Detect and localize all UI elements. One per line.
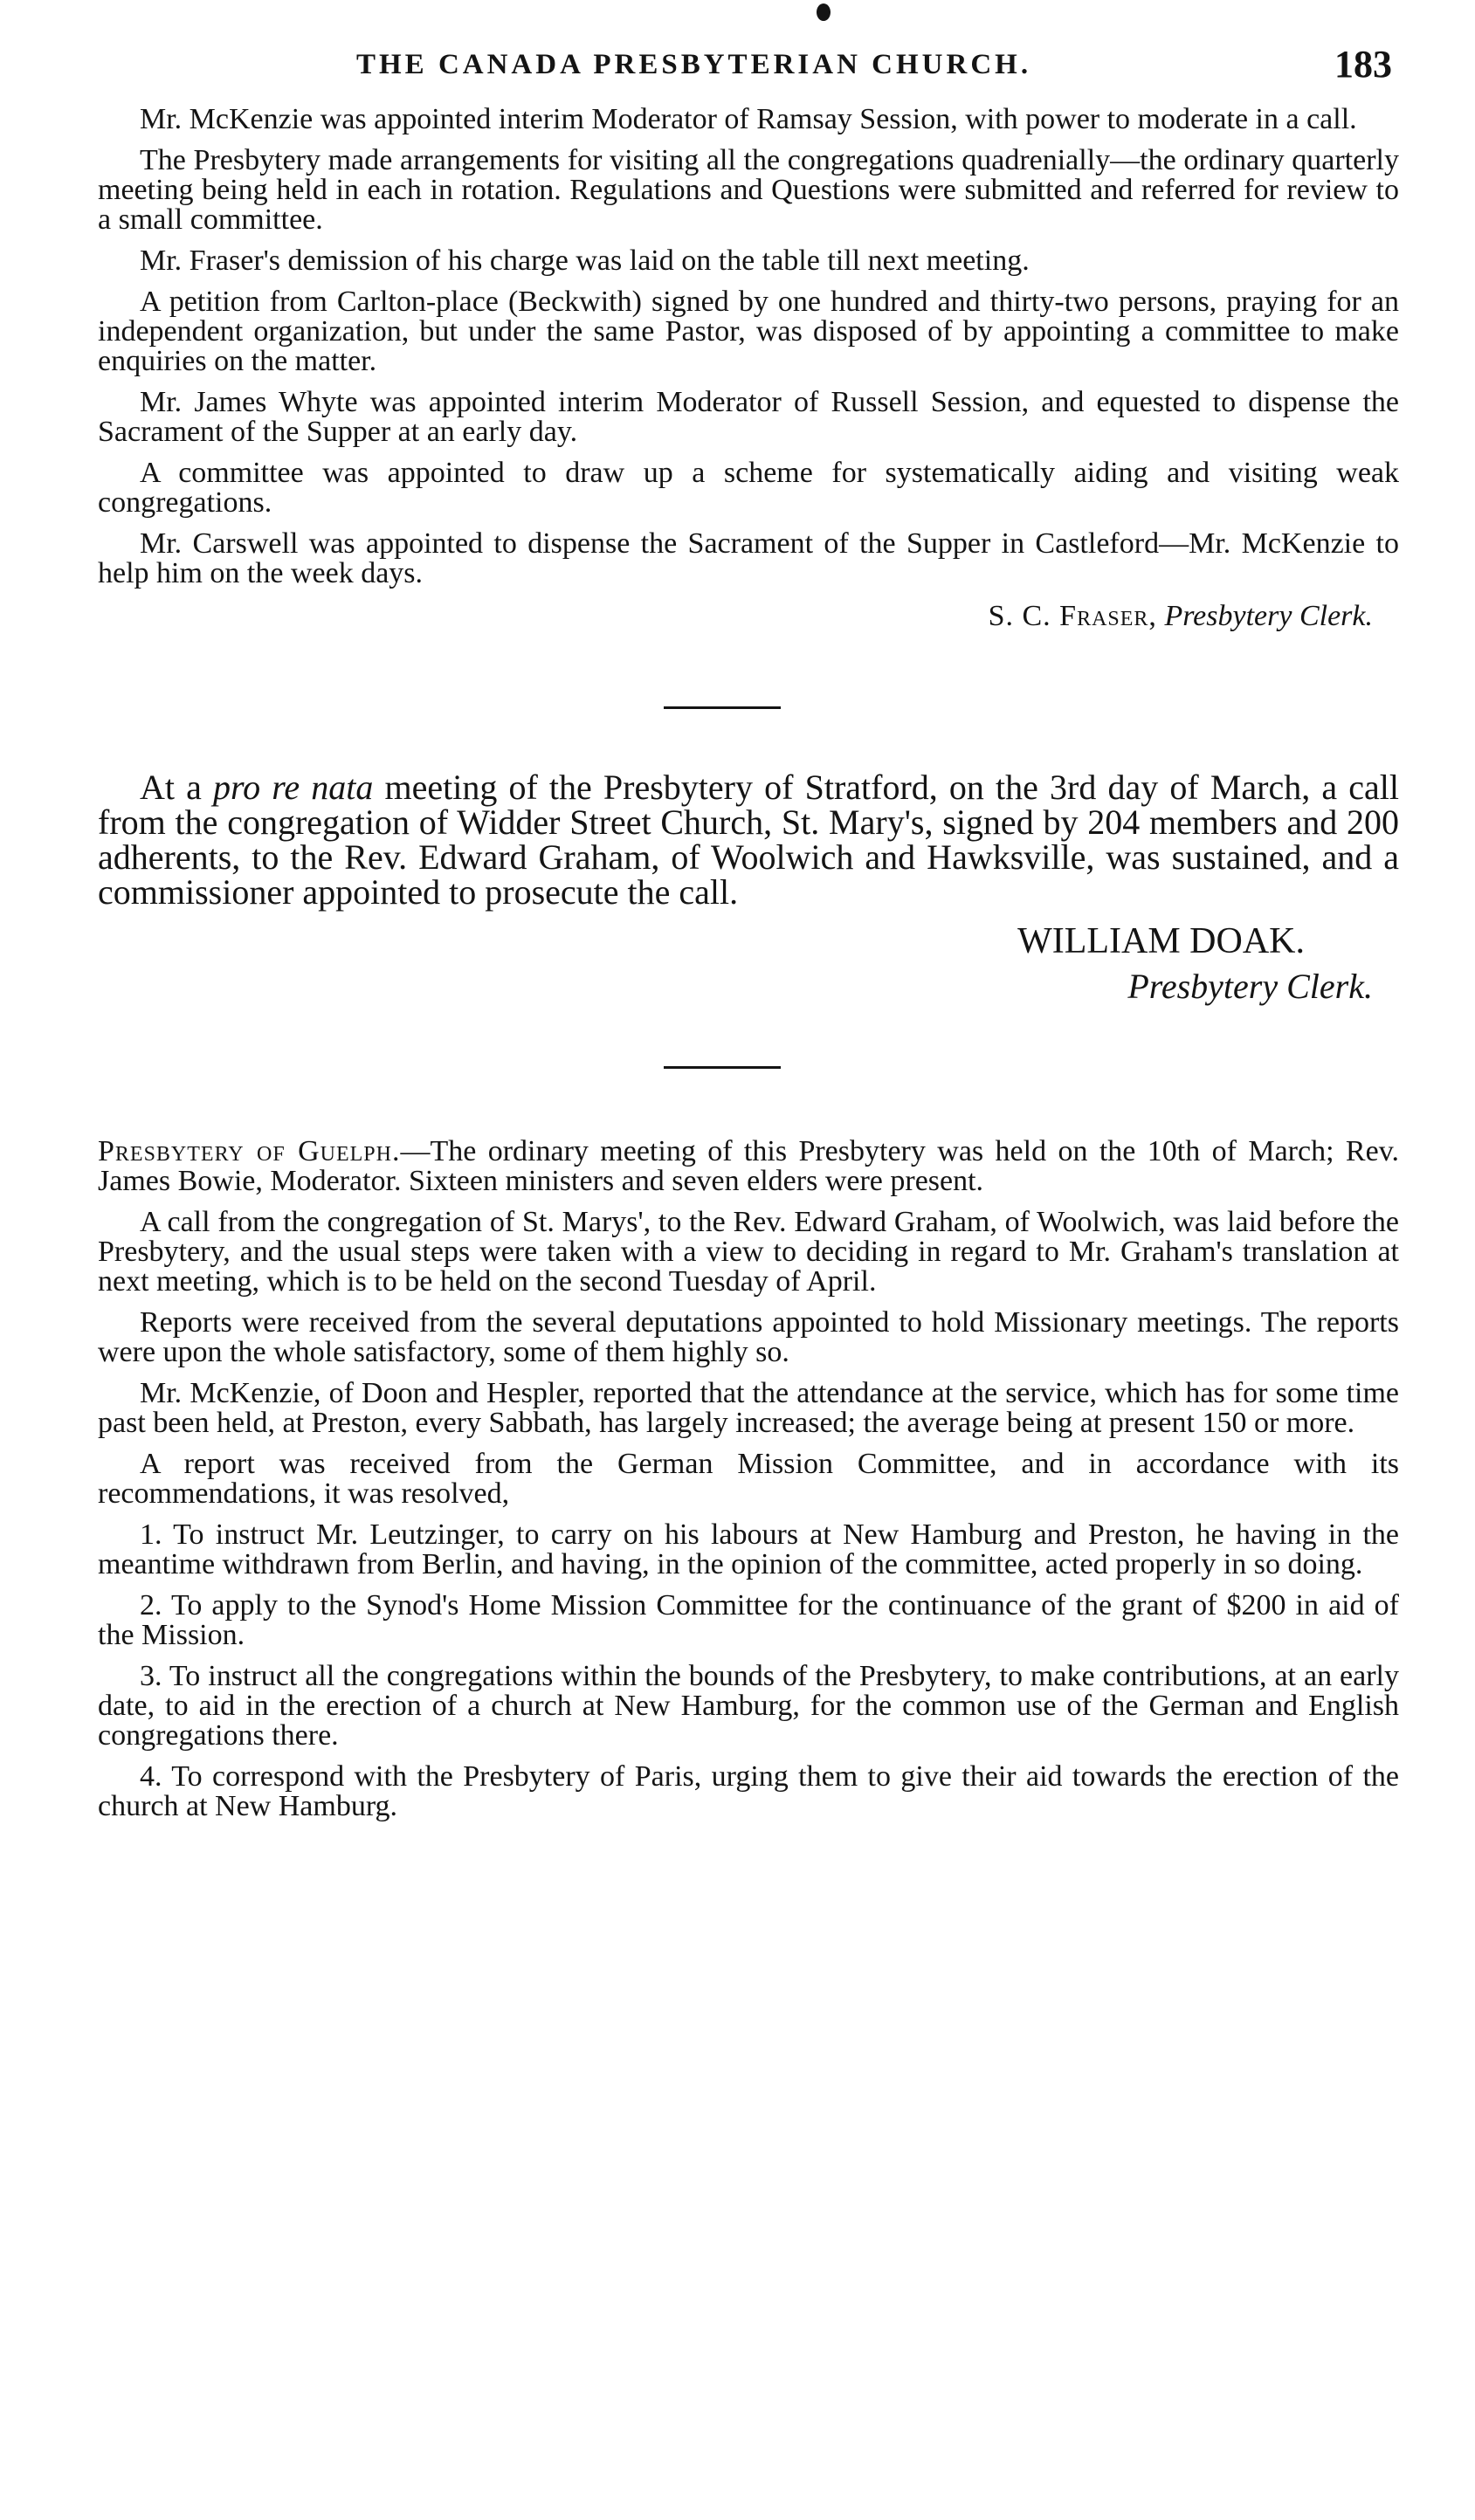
paragraph: Mr. McKenzie was appointed interim Moderator of Ramsay Session, with power to moderate in a call. [140, 103, 1357, 135]
body-text: meeting of the Presbytery of Stratford, on the 3rd day of March, a call from the congregation of Widder Street Church, St. Mary's, signed by 204 members and 200 adherents, to the Rev. Edward Graham, of Woolwich and Hawksville, was sustained, and a commissioner appointed to prosecute the call. [98, 768, 1400, 912]
paragraph: Mr. Fraser's demission of his charge was laid on the table till next meeting. [140, 244, 1030, 277]
guelph-presbytery-section [98, 1137, 1399, 1821]
paragraph: A petition from Carlton-place (Beckwith) signed by one hundred and thirty-two persons, praying for an independent organization, but under the same Pastor, was disposed of by appointing a committee to make enquiries on the matter. [98, 286, 1399, 377]
ramsay-presbytery-section [98, 105, 1399, 633]
paragraph [98, 1137, 1399, 1196]
page-header [98, 0, 1399, 105]
signature-name: WILLIAM DOAK. [1017, 921, 1305, 961]
resolution-item: 1. To instruct Mr. Leutzinger, to carry on his labours at New Hamburg and Preston, he having in the meantime withdrawn from Berlin, and having, in the opinion of the committee, acted properly in so doing. [98, 1518, 1399, 1580]
paragraph: Reports were received from the several deputations appointed to hold Missionary meetings. The reports were upon the whole satisfactory, some of them highly so. [98, 1306, 1399, 1368]
bullet-mark [817, 3, 831, 21]
latin-phrase: pro re nata [213, 768, 374, 807]
section-heading: Presbytery of Guelph. [98, 1135, 401, 1167]
resolution-item: 3. To instruct all the congregations within the bounds of the Presbytery, to make contributions, at an early date, to aid in the erection of a church at New Hamburg, for the common use of the German and English congregations there. [98, 1660, 1399, 1752]
paragraph: The Presbytery made arrangements for visiting all the congregations quadrenially—the ordinary quarterly meeting being held in each in rotation. Regulations and Questions were submitted and referred for review to a small committee. [98, 144, 1399, 236]
paragraph: Mr. McKenzie, of Doon and Hespler, reported that the attendance at the service, which has for some time past been held, at Preston, every Sabbath, has largely increased; the average being at present 150 or more. [98, 1377, 1399, 1439]
page [98, 0, 1399, 1833]
paragraph: A committee was appointed to draw up a scheme for systematically aiding and visiting weak congregations. [98, 457, 1399, 519]
paragraph: Mr. James Whyte was appointed interim Moderator of Russell Session, and equested to dispense the Sacrament of the Supper at an early day. [98, 386, 1399, 448]
signature-title: Presbytery Clerk. [1127, 967, 1373, 1006]
section-divider [664, 1066, 781, 1069]
paragraph: Mr. Carswell was appointed to dispense the Sacrament of the Supper in Castleford—Mr. McKenzie to help him on the week days. [98, 527, 1399, 589]
paragraph [98, 770, 1399, 910]
running-head: THE CANADA PRESBYTERIAN CHURCH. [356, 49, 1032, 80]
signature-title: Presbytery Clerk. [1164, 600, 1373, 632]
resolution-item: 4. To correspond with the Presbytery of Paris, urging them to give their aid towards the erection of the church at New Hamburg. [98, 1760, 1399, 1822]
clerk-signature [98, 600, 1373, 633]
signature-name: S. C. Fraser, [988, 600, 1157, 632]
page-number: 183 [1334, 43, 1392, 86]
body-text: —The ordinary meeting of this Presbytery was held on the 10th of March; Rev. James Bowie, Moderator. Sixteen ministers and seven elders were present. [98, 1135, 1399, 1197]
resolution-item: 2. To apply to the Synod's Home Mission Committee for the continuance of the grant of $200 in aid of the Mission. [98, 1589, 1399, 1651]
stratford-presbytery-section [98, 770, 1399, 1007]
paragraph: A call from the congregation of St. Marys', to the Rev. Edward Graham, of Woolwich, was laid before the Presbytery, and the usual steps were taken with a view to deciding in regard to Mr. Graham's translation at next meeting, which is to be held on the second Tuesday of April. [98, 1206, 1399, 1298]
paragraph: A report was received from the German Mission Committee, and in accordance with its recommendations, it was resolved, [98, 1448, 1399, 1510]
lead-text: At a [140, 768, 202, 807]
section-divider [664, 706, 781, 709]
